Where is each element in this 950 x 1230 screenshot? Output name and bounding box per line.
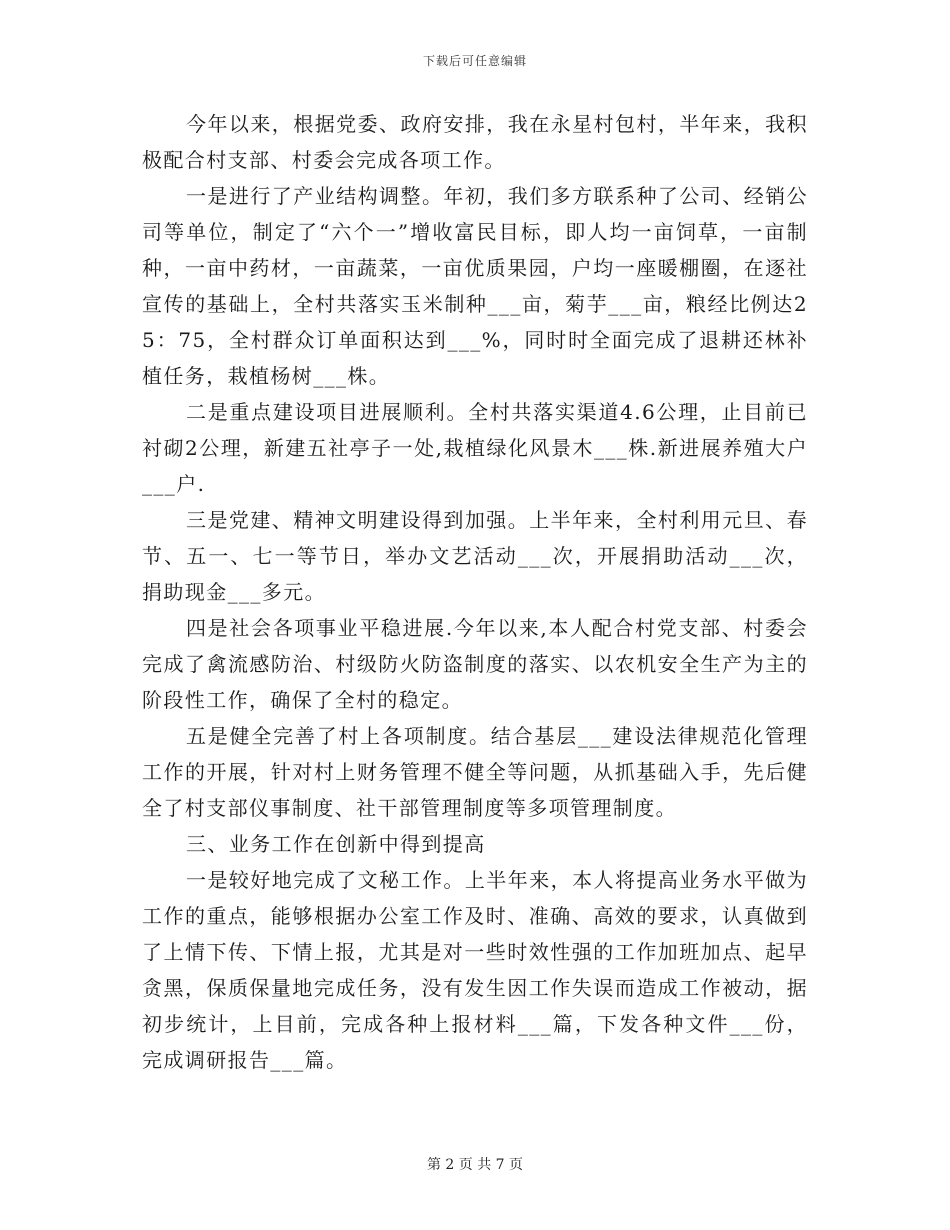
document-body — [142, 106, 808, 1078]
paragraph-social-affairs: 四是社会各项事业平稳进展.今年以来,本人配合村党支部、村委会完成了禽流感防治、村级防火防盗制度的落实、以农机安全生产为主的阶段性工作，确保了全村的稳定。 — [142, 616, 808, 712]
section-heading-business-work: 三、业务工作在创新中得到提高 — [186, 832, 486, 856]
paragraph-party-building: 三是党建、精神文明建设得到加强。上半年来，全村利用元旦、春节、五一、七一等节日，举办文艺活动___次，开展捐助活动___次，捐助现金___多元。 — [142, 508, 808, 604]
paragraph-intro: 今年以来，根据党委、政府安排，我在永星村包村，半年来，我积极配合村支部、村委会完成各项工作。 — [142, 112, 808, 172]
page-number-footer: 第 2 页 共 7 页 — [426, 1157, 524, 1173]
paragraph-industry-structure: 一是进行了产业结构调整。年初，我们多方联系种了公司、经销公司等单位，制定了“六个一”增收富民目标，即人均一亩饲草，一亩制种，一亩中药材，一亩蔬菜，一亩优质果园，户均一座暖棚圈，在逐社宣传的基础上，全村共落实玉米制种___亩，菊芋___亩，粮经比例达25：75，全村群众订单面积达到___%，同时时全面完成了退耕还林补植任务，栽植杨树___株。 — [142, 184, 808, 388]
paragraph-village-rules: 五是健全完善了村上各项制度。结合基层___建设法律规范化管理工作的开展，针对村上财务管理不健全等问题，从抓基础入手，先后健全了村支部仪事制度、社干部管理制度等多项管理制度。 — [142, 724, 808, 820]
page-header: 下载后可任意编辑 — [422, 54, 527, 68]
paragraph-key-projects: 二是重点建设项目进展顺利。全村共落实渠道4.6公理，止目前已衬砌2公理，新建五社亭子一处,栽植绿化风景木___株.新进展养殖大户___户. — [142, 400, 808, 496]
paragraph-secretarial-work: 一是较好地完成了文秘工作。上半年来，本人将提高业务水平做为工作的重点，能够根据办公室工作及时、准确、高效的要求，认真做到了上情下传、下情上报，尤其是对一些时效性强的工作加班加点、起早贪黑，保质保量地完成任务，没有发生因工作失误而造成工作被动，据初步统计，上目前，完成各种上报材料___篇，下发各种文件___份，完成调研报告___篇。 — [142, 868, 808, 1072]
